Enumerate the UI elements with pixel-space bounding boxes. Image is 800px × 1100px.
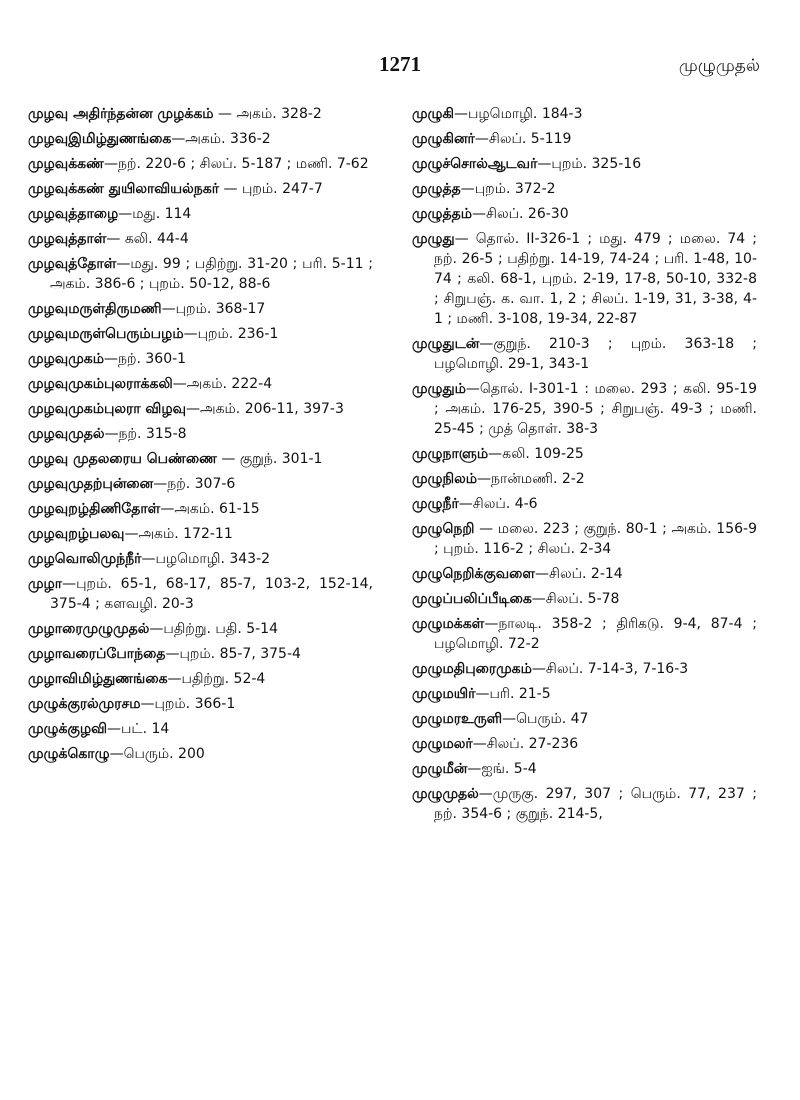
entry-references: —நற். 307-6	[153, 476, 236, 492]
entry-references: —சிலப். 5-119	[474, 131, 572, 147]
entry-references: —பதிற்று. பதி. 5-14	[149, 621, 278, 637]
entry-headword: முழவுறழ்திணிதோள்	[28, 501, 161, 517]
entry-references: — புறம். 247-7	[219, 181, 323, 197]
entry-headword: முழுக்கொழு	[28, 746, 110, 762]
entry-headword: முழுநெறி	[412, 521, 475, 537]
entry-references: —சிலப். 5-78	[531, 591, 620, 607]
entry-references: — கலி. 44-4	[106, 231, 189, 247]
entry-headword: முழவுறழ்பலவு	[28, 526, 125, 542]
entry-references: — மலை. 223 ; குறுந். 80-1 ; அகம். 156-9 ; புறம். 116-2 ; சிலப். 2-34	[434, 521, 757, 557]
left-column	[28, 104, 373, 769]
index-entry	[28, 324, 373, 344]
entry-references: —புறம். 85-7, 375-4	[165, 646, 301, 662]
index-entry	[412, 564, 757, 584]
entry-headword: முழுநெறிக்குவளை	[412, 566, 536, 582]
entry-headword: முழுப்பலிப்பீடிகை	[412, 591, 532, 607]
entry-headword: முழுமதிபுரைமுகம்	[412, 661, 532, 677]
index-entry	[28, 474, 373, 494]
entry-references: —பெரும். 47	[502, 711, 589, 727]
entry-references: —குறுந். 210-3 ; புறம். 363-18 ; பழமொழி. 29-1, 343-1	[434, 336, 757, 372]
entry-headword: முழவுமுகம்	[28, 351, 104, 367]
entry-headword: முழுமீன்	[412, 761, 468, 777]
entry-references: —சிலப். 7-14-3, 7-16-3	[531, 661, 689, 677]
index-entry	[28, 524, 373, 544]
index-entry	[28, 719, 373, 739]
index-entry	[412, 709, 757, 729]
index-entry	[28, 129, 373, 149]
index-entry	[412, 469, 757, 489]
index-entry	[28, 349, 373, 369]
index-entry	[28, 669, 373, 689]
index-entry	[28, 694, 373, 714]
entry-headword: முழுக்குழவி	[28, 721, 108, 737]
entry-headword: முழாரைமுழுமுதல்	[28, 621, 150, 637]
entry-references: —அகம். 336-2	[171, 131, 271, 147]
entry-headword: முழவுத்தாள்	[28, 231, 107, 247]
index-entry	[412, 659, 757, 679]
index-entry	[412, 589, 757, 609]
running-head: முழுமுதல்	[678, 56, 760, 76]
entry-references: —நான்மணி. 2-2	[476, 471, 585, 487]
entry-references: —பரி. 21-5	[475, 686, 551, 702]
entry-references: —மது. 114	[118, 206, 192, 222]
entry-references: —அகம். 61-15	[160, 501, 260, 517]
index-entry	[28, 204, 373, 224]
entry-references: —பட். 14	[107, 721, 170, 737]
index-entry	[412, 379, 757, 439]
entry-headword: முழுத்தம்	[412, 206, 473, 222]
index-entry	[28, 399, 373, 419]
entry-references: —நாலடி. 358-2 ; திரிகடு. 9-4, 87-4 ; பழமொழி. 72-2	[434, 616, 757, 652]
entry-references: —புறம். 65-1, 68-17, 85-7, 103-2, 152-14, 375-4 ; களவழி. 20-3	[50, 576, 373, 612]
entry-headword: முழவுமுதல்	[28, 426, 105, 442]
entry-references: —சிலப். 27-236	[472, 736, 579, 752]
index-entry	[28, 574, 373, 614]
entry-headword: முழவு முதலரைய பெண்ணை	[28, 451, 217, 467]
entry-headword: முழவுமருள்பெரும்பழம்	[28, 326, 184, 342]
entry-references: — தொல். II-326-1 ; மது. 479 ; மலை. 74 ; நற். 26-5 ; பதிற்று. 14-19, 74-24 ; பரி. 1-48, 10-74 ; கலி. 68-1, புறம். 2-19, 17-8, 50-10, 332-8 ; சிறுபஞ். க. வா. 1, 2 ; சிலப். 1-19, 31, 3-38, 4-1 ; மணி. 3-108, 19-34, 22-87	[434, 231, 757, 327]
index-entry	[412, 129, 757, 149]
entry-references: —சிலப். 4-6	[458, 496, 538, 512]
entry-headword: முழவுமருள்திருமணி	[28, 301, 162, 317]
right-column	[412, 104, 757, 829]
entry-references: —புறம். 368-17	[161, 301, 266, 317]
entry-headword: முழுகினர்	[412, 131, 475, 147]
index-entry	[28, 254, 373, 294]
entry-headword: முழுத்த	[412, 181, 461, 197]
index-entry	[28, 299, 373, 319]
index-entry	[28, 619, 373, 639]
index-entry	[412, 519, 757, 559]
entry-references: —சிலப். 26-30	[472, 206, 569, 222]
entry-headword: முழுமரஉருளி	[412, 711, 503, 727]
index-entry	[28, 374, 373, 394]
index-entry	[412, 614, 757, 654]
entry-references: —பழமொழி. 343-2	[141, 551, 271, 567]
entry-references: —புறம். 236-1	[183, 326, 279, 342]
index-entry	[412, 334, 757, 374]
entry-references: —புறம். 366-1	[140, 696, 236, 712]
entry-headword: முழுதுடன்	[412, 336, 480, 352]
entry-headword: முழுநீர்	[412, 496, 459, 512]
entry-headword: முழுக்குரல்முரசம	[28, 696, 141, 712]
entry-references: —புறம். 372-2	[460, 181, 556, 197]
index-entry	[412, 104, 757, 124]
index-entry	[412, 179, 757, 199]
index-entry	[28, 449, 373, 469]
index-entry	[412, 154, 757, 174]
entry-references: —அகம். 222-4	[172, 376, 273, 392]
index-entry	[28, 154, 373, 174]
entry-references: —பழமொழி. 184-3	[453, 106, 583, 122]
entry-headword: முழுநிலம்	[412, 471, 477, 487]
index-entry	[412, 759, 757, 779]
entry-references: —நற். 315-8	[104, 426, 187, 442]
entry-references: —அகம். 172-11	[124, 526, 233, 542]
index-entry	[412, 784, 757, 824]
entry-references: —முருகு. 297, 307 ; பெரும். 77, 237 ; நற். 354-6 ; குறுந். 214-5,	[434, 786, 757, 822]
entry-headword: முழுதும்	[412, 381, 466, 397]
entry-references: —பெரும். 200	[109, 746, 205, 762]
entry-headword: முழவு அதிர்ந்தன்ன முழக்கம்	[28, 106, 214, 122]
entry-headword: முழவுத்தோள்	[28, 256, 117, 272]
index-entry	[28, 229, 373, 249]
entry-headword: முழவுத்தாழை	[28, 206, 119, 222]
entry-headword: முழுமுதல்	[412, 786, 479, 802]
entry-references: —தொல். I-301-1 : மலை. 293 ; கலி. 95-19 ; அகம். 176-25, 390-5 ; சிறுபஞ். 49-3 ; மணி. 25-45 ; முத் தொள். 38-3	[434, 381, 757, 437]
entry-references: — அகம். 328-2	[213, 106, 322, 122]
index-entry	[28, 549, 373, 569]
entry-references: —பதிற்று. 52-4	[167, 671, 266, 687]
entry-headword: முழவுக்கண் துயிலாவியல்நகர்	[28, 181, 220, 197]
index-entry	[28, 104, 373, 124]
entry-headword: முழுகி	[412, 106, 454, 122]
index-entry	[412, 494, 757, 514]
entry-references: —கலி. 109-25	[488, 446, 584, 462]
entry-headword: முழவுஇமிழ்துணங்கை	[28, 131, 172, 147]
entry-references: —நற். 220-6 ; சிலப். 5-187 ; மணி. 7-62	[103, 156, 369, 172]
entry-headword: முழுச்சொல்ஆடவர்	[412, 156, 538, 172]
index-entry	[412, 734, 757, 754]
index-entry	[412, 684, 757, 704]
index-entry	[28, 499, 373, 519]
entry-headword: முழவுமுகம்புலரா விழவு	[28, 401, 187, 417]
entry-references: —மது. 99 ; பதிற்று. 31-20 ; பரி. 5-11 ; அகம். 386-6 ; புறம். 50-12, 88-6	[50, 256, 373, 292]
entry-references: —ஐங். 5-4	[467, 761, 537, 777]
entry-references: — குறுந். 301-1	[216, 451, 323, 467]
entry-headword: முழா	[28, 576, 63, 592]
entry-headword: முழாவரைப்போந்தை	[28, 646, 166, 662]
index-entry	[412, 229, 757, 329]
entry-references: —நற். 360-1	[103, 351, 187, 367]
index-entry	[28, 179, 373, 199]
index-entry	[412, 204, 757, 224]
page-number: 1271	[379, 52, 421, 76]
entry-headword: முழுது	[412, 231, 455, 247]
index-entry	[28, 744, 373, 764]
entry-headword: முழவொலிமுந்நீர்	[28, 551, 142, 567]
entry-headword: முழுநாளும்	[412, 446, 489, 462]
entry-references: —அகம். 206-11, 397-3	[186, 401, 344, 417]
index-entry	[412, 444, 757, 464]
entry-headword: முழாவிமிழ்துணங்கை	[28, 671, 168, 687]
entry-headword: முழவுக்கண்	[28, 156, 104, 172]
entry-headword: முழவுமுதற்புன்னை	[28, 476, 154, 492]
entry-headword: முழுமயிர்	[412, 686, 476, 702]
entry-headword: முழுமலர்	[412, 736, 473, 752]
index-entry	[28, 644, 373, 664]
index-entry	[28, 424, 373, 444]
entry-references: —புறம். 325-16	[537, 156, 642, 172]
entry-headword: முழுமக்கள்	[412, 616, 485, 632]
entry-headword: முழவுமுகம்புலராக்கலி	[28, 376, 173, 392]
entry-references: —சிலப். 2-14	[535, 566, 623, 582]
